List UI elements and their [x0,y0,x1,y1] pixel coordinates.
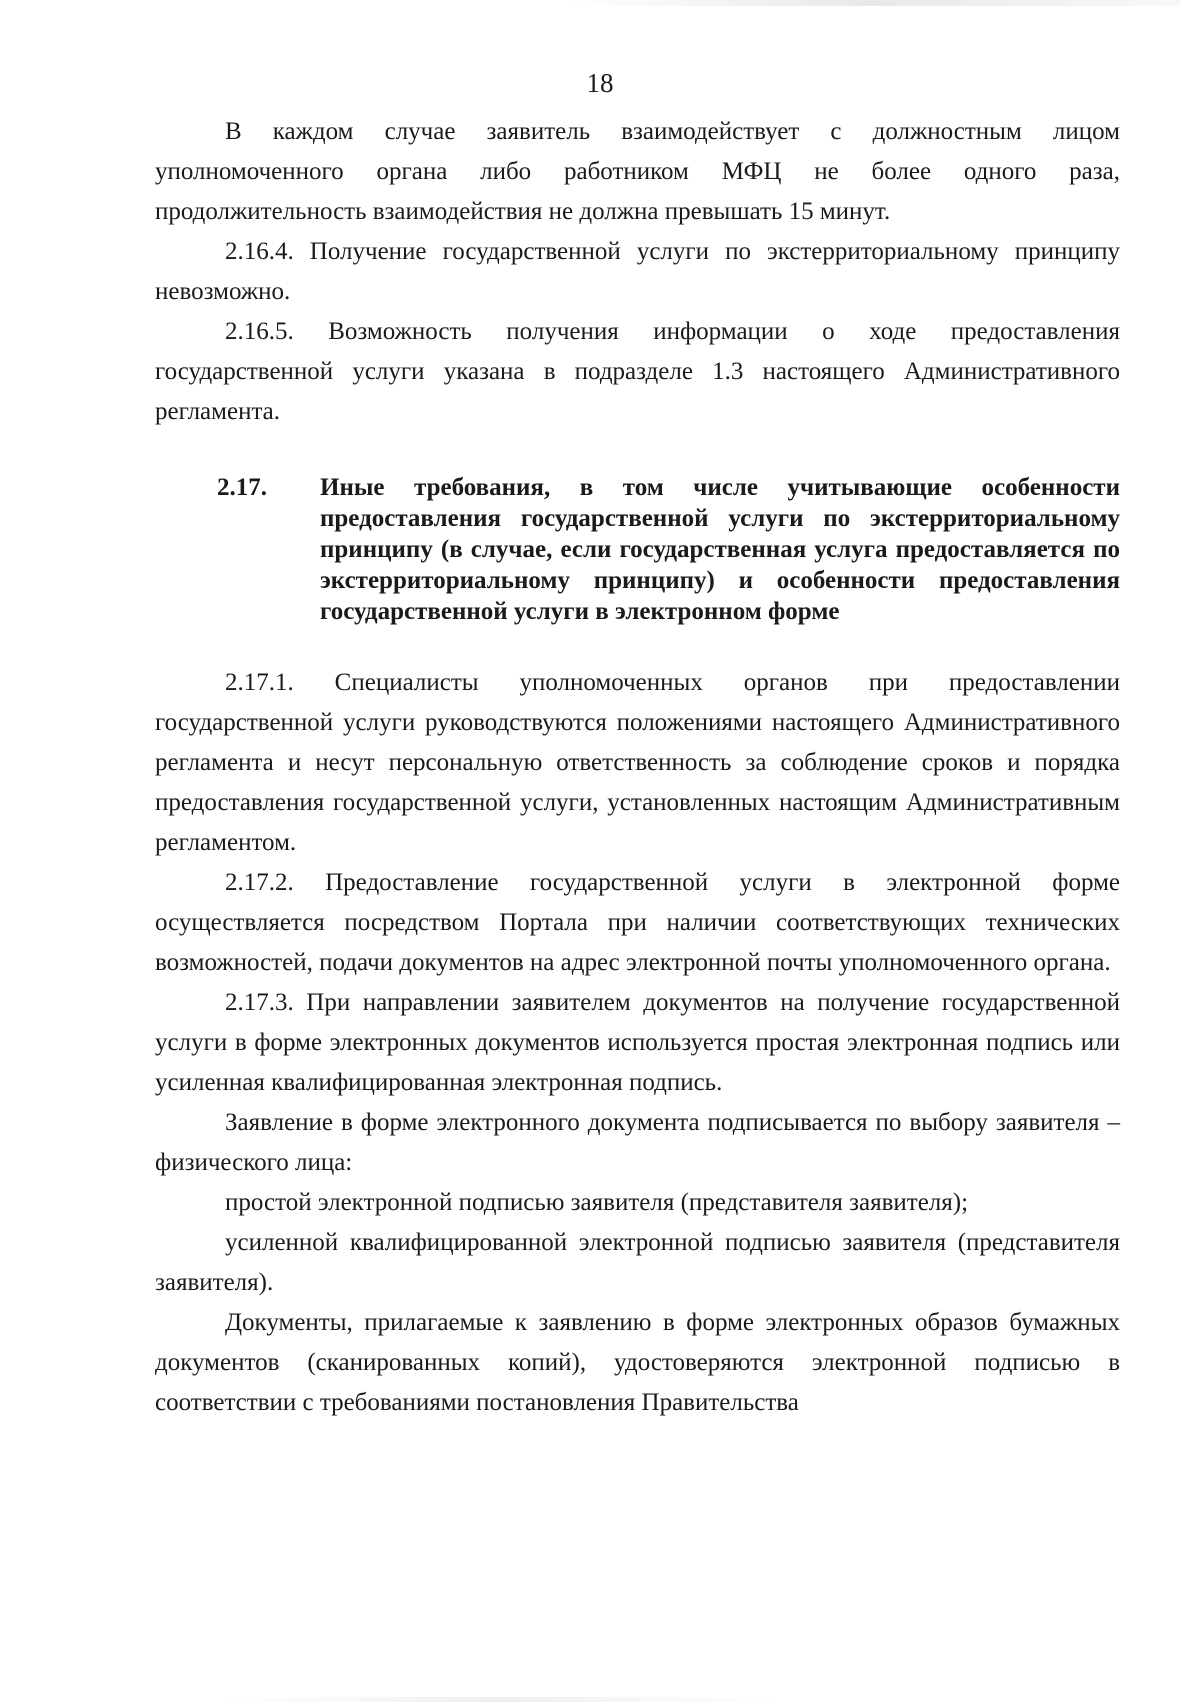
list-item-qualified-signature: усиленной квалифицированной электронной подписью заявителя (представителя заявителя). [155,1229,1120,1296]
section-heading-2-17 [155,472,1120,627]
paragraph-2-16-4: 2.16.4. Получение государственной услуги по экстерриториальному принципу невозможно. [155,238,1120,305]
paragraph-2-17-3: 2.17.3. При направлении заявителем документов на получение государственной услуги в форме электронных документов используется простая электронная подпись или усиленная квалифицированная электронная подпись. [155,989,1120,1096]
paragraph-2-17-1: 2.17.1. Специалисты уполномоченных органов при предоставлении государственной услуги руководствуются положениями настоящего Административного регламента и несут персональную ответственность за соблюдение сроков и порядка предоставления государственной услуги, установленных настоящим Административным регламентом. [155,669,1120,856]
section-number: 2.17. [217,474,267,501]
scan-edge-bottom [220,1697,780,1702]
paragraph-attached-documents: Документы, прилагаемые к заявлению в форме электронных образов бумажных документов (сканированных копий), удостоверяются электронной подписью в соответствии с требованиями постановления Правительства [155,1309,1120,1416]
section-title: Иные требования, в том числе учитывающие особенности предоставления государственной услуги по экстерриториальному принципу (в случае, если государственная услуга предоставляется по экстерриториальному принципу) и особенности предоставления государственной услуги в электронном форме [320,474,1120,625]
document-body [155,112,1120,1423]
paragraph-2-16-5: 2.16.5. Возможность получения информации о ходе предоставления государственной услуги указана в подразделе 1.3 настоящего Административного регламента. [155,318,1120,425]
scan-edge-top [560,0,1180,6]
list-item-simple-signature: простой электронной подписью заявителя (представителя заявителя); [225,1189,969,1216]
paragraph-signature-choice: Заявление в форме электронного документа подписывается по выбору заявителя – физического лица: [155,1109,1120,1176]
paragraph-2-17-2: 2.17.2. Предоставление государственной услуги в электронной форме осуществляется посредством Портала при наличии соответствующих технических возможностей, подачи документов на адрес электронной почты уполномоченного органа. [155,869,1120,976]
page-number: 18 [586,68,614,98]
paragraph-contact-limit: В каждом случае заявитель взаимодействует с должностным лицом уполномоченного органа либо работником МФЦ не более одного раза, продолжительность взаимодействия не должна превышать 15 минут. [155,118,1120,225]
